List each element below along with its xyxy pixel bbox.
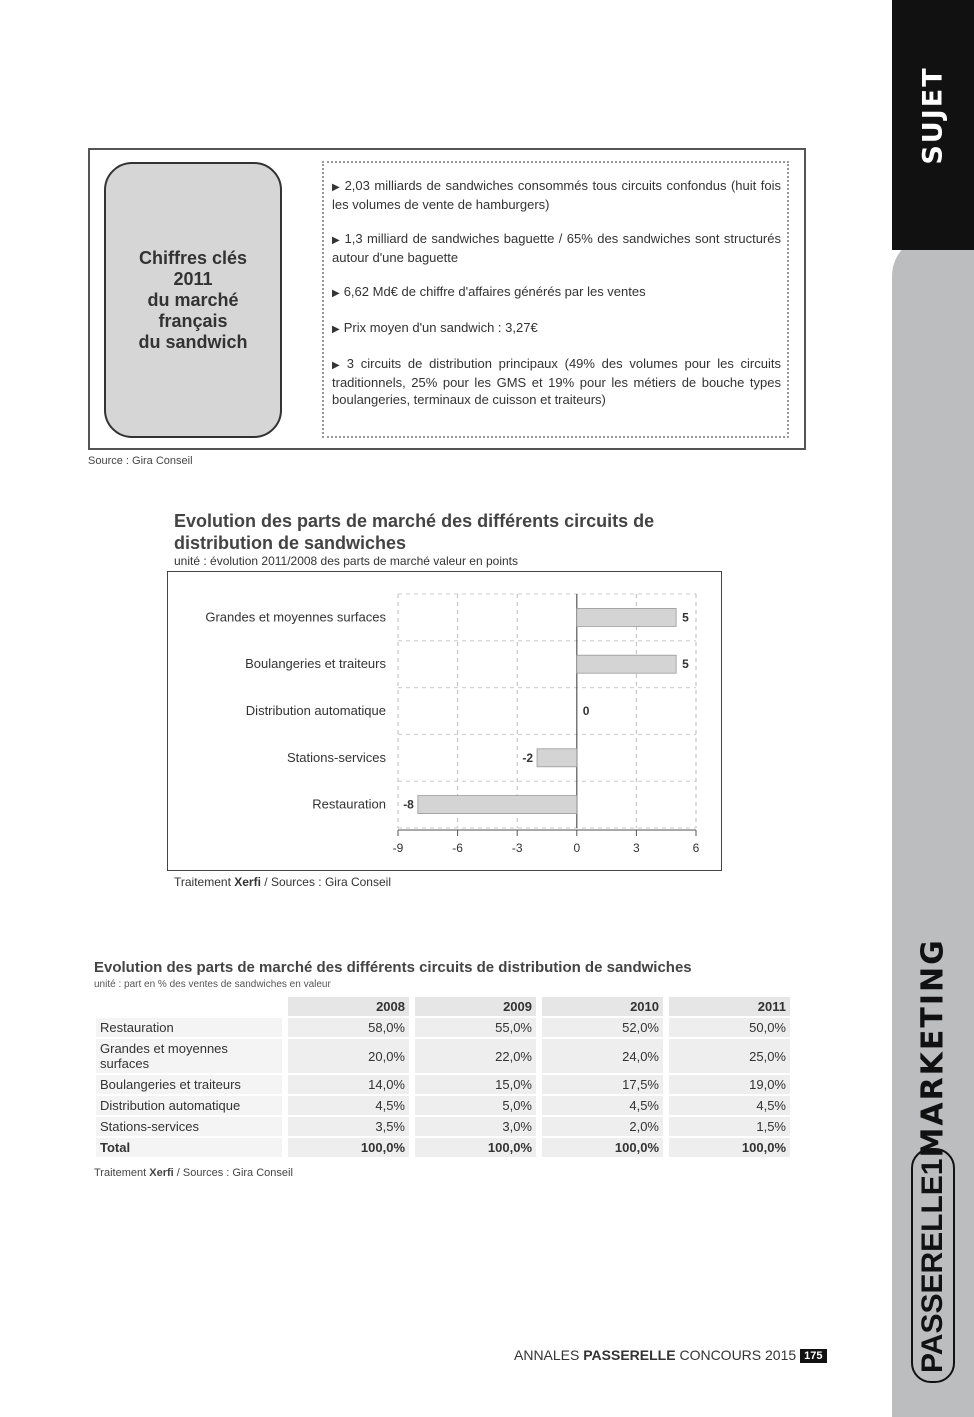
table-cell: 3,5% <box>288 1117 409 1136</box>
x-tick-label: 3 <box>633 841 640 855</box>
data-label: 5 <box>682 657 689 672</box>
table-cell: 25,0% <box>669 1039 790 1073</box>
chart-frame <box>167 571 722 871</box>
table-cell: 3,0% <box>415 1117 536 1136</box>
data-label: 0 <box>582 704 590 718</box>
key-figure-item: ▶ 3 circuits de distribution principaux (49% des volumes pour les circuits traditionnels, 25% pour les GMS et 19% pour les métiers de bouche types boulangeries, terminaux de cuisson et traiteurs) <box>332 356 781 407</box>
table-row <box>96 1018 790 1037</box>
chart-title: Evolution des parts de marché des différents circuits de distribution de sandwiches <box>174 511 655 553</box>
row-label: Distribution automatique <box>96 1096 282 1115</box>
x-tick-label: 6 <box>692 841 700 855</box>
table-cell: 14,0% <box>288 1075 409 1094</box>
section-label-sujet: SUJET <box>917 66 949 165</box>
row-label: Total <box>96 1138 282 1157</box>
category-label: Distribution automatique <box>245 703 386 718</box>
table-cell: 58,0% <box>288 1018 409 1037</box>
table-cell: 19,0% <box>669 1075 790 1094</box>
key-figure-item: ▶ Prix moyen d'un sandwich : 3,27€ <box>332 320 538 335</box>
table-header-cell: 2011 <box>669 997 790 1016</box>
table-cell: 4,5% <box>542 1096 663 1115</box>
table-header-row <box>96 997 790 1016</box>
category-label: Grandes et moyennes surfaces <box>205 609 386 625</box>
brand-logo <box>911 1158 951 1383</box>
market-share-table <box>90 995 796 1159</box>
table-source: Traitement Xerfi / Sources : Gira Conseil <box>94 1167 293 1179</box>
row-label: Boulangeries et traiteurs <box>96 1075 282 1094</box>
row-label: Stations-services <box>96 1117 282 1136</box>
table-cell: 4,5% <box>288 1096 409 1115</box>
table-cell: 2,0% <box>542 1117 663 1136</box>
data-label: 5 <box>682 610 689 625</box>
table-cell: 100,0% <box>288 1138 409 1157</box>
table-cell: 24,0% <box>542 1039 663 1073</box>
table-cell: 5,0% <box>415 1096 536 1115</box>
x-tick-label: -3 <box>511 841 523 855</box>
table-row <box>96 1096 790 1115</box>
table-subtitle: unité : part en % des ventes de sandwiches en valeur <box>94 979 331 990</box>
key-figure-item: ▶ 2,03 milliards de sandwiches consommés tous circuits confondus (huit fois les volumes de vente de hamburgers) <box>332 178 781 212</box>
bar <box>537 749 577 767</box>
chart-subtitle: unité : évolution 2011/2008 des parts de marché valeur en points <box>174 554 519 568</box>
bar <box>577 655 676 673</box>
triangle-bullet-icon: ▶ <box>332 182 341 193</box>
key-figure-item: ▶ 6,62 Md€ de chiffre d'affaires générés par les ventes <box>332 284 646 299</box>
x-tick-label: -9 <box>392 841 404 855</box>
category-label: Restauration <box>312 796 386 812</box>
table-header-blank <box>96 997 282 1016</box>
key-figure-item: ▶ 1,3 milliard de sandwiches baguette / 65% des sandwiches sont structurés autour d'une baguette <box>332 231 781 265</box>
bar-chart <box>168 572 720 869</box>
table-cell: 4,5% <box>669 1096 790 1115</box>
row-label: Restauration <box>96 1018 282 1037</box>
table-cell: 15,0% <box>415 1075 536 1094</box>
table-cell: 1,5% <box>669 1117 790 1136</box>
table-cell: 100,0% <box>542 1138 663 1157</box>
table-total-row <box>96 1138 790 1157</box>
key-figures-title-panel <box>104 162 282 438</box>
triangle-bullet-icon: ▶ <box>332 235 341 246</box>
triangle-bullet-icon: ▶ <box>332 288 340 299</box>
row-label: Grandes et moyennes surfaces <box>96 1039 282 1073</box>
key-figures-list <box>322 161 789 438</box>
table-header-cell: 2008 <box>288 997 409 1016</box>
table-cell: 100,0% <box>669 1138 790 1157</box>
brand-logo-text: PASSERELLE1 <box>911 1149 955 1384</box>
table-cell: 22,0% <box>415 1039 536 1073</box>
key-figures-box <box>88 148 806 450</box>
category-label: Stations-services <box>287 749 386 765</box>
x-tick-label: 0 <box>573 841 581 855</box>
table-row <box>96 1039 790 1073</box>
category-label: Boulangeries et traiteurs <box>245 656 386 672</box>
table-cell: 17,5% <box>542 1075 663 1094</box>
table-row <box>96 1117 790 1136</box>
table-header-cell: 2009 <box>415 997 536 1016</box>
x-tick-label: -6 <box>452 841 463 855</box>
table-cell: 55,0% <box>415 1018 536 1037</box>
data-label: -8 <box>403 797 414 812</box>
table-cell: 20,0% <box>288 1039 409 1073</box>
data-label: -2 <box>522 750 534 765</box>
section-label-marketing: MARKETING <box>915 938 951 1158</box>
triangle-bullet-icon: ▶ <box>332 360 343 371</box>
bar <box>418 796 577 814</box>
triangle-bullet-icon: ▶ <box>332 324 340 335</box>
table-header-cell: 2010 <box>542 997 663 1016</box>
bar <box>577 608 676 626</box>
chart-source: Traitement Xerfi / Sources : Gira Conseil <box>174 875 391 889</box>
table-cell: 52,0% <box>542 1018 663 1037</box>
table-cell: 100,0% <box>415 1138 536 1157</box>
page-number: 175 <box>800 1349 826 1363</box>
key-figures-title: Chiffres clés 2011 du marché français du sandwich <box>138 247 248 352</box>
table-title: Evolution des parts de marché des différents circuits de distribution de sandwiches <box>94 959 692 976</box>
page-footer: ANNALES PASSERELLE CONCOURS 2015 175 <box>514 1347 827 1363</box>
table-cell: 50,0% <box>669 1018 790 1037</box>
table-row <box>96 1075 790 1094</box>
key-figures-source: Source : Gira Conseil <box>88 455 193 467</box>
